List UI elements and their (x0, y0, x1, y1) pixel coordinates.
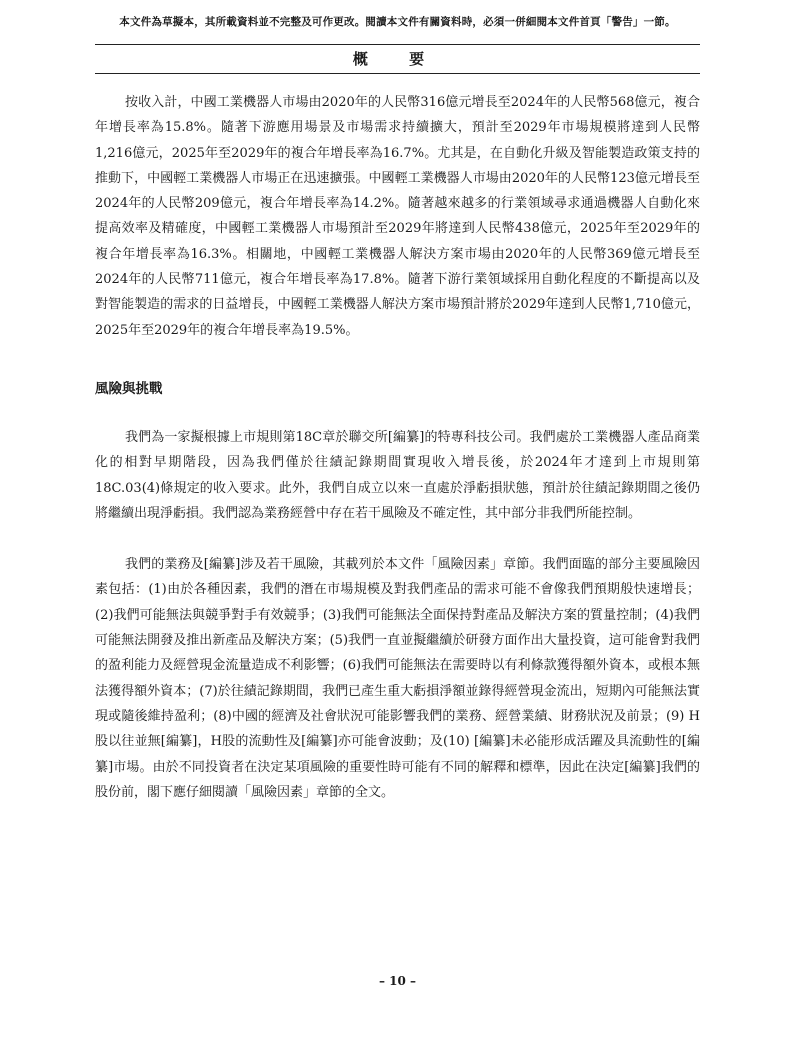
document-body (95, 90, 700, 805)
overview-paragraph: 按收入計，中國工業機器人市場由2020年的人民幣316億元增長至2024年的人民幣568億元，複合年增長率為15.8%。隨著下游應用場景及市場需求持續擴大，預計至2029年市場規模將達到人民幣1,216億元，2025年至2029年的複合年增長率為16.7%。尤其是，在自動化升級及智能製造政策支持的推動下，中國輕工業機器人市場正在迅速擴張。中國輕工業機器人市場由2020年的人民幣123億元增長至2024年的人民幣209億元，複合年增長率為14.2%。隨著越來越多的行業領域尋求通過機器人自動化來提高效率及精確度，中國輕工業機器人市場預計至2029年將達到人民幣438億元，2025年至2029年的複合年增長率為16.3%。相關地，中國輕工業機器人解決方案市場由2020年的人民幣369億元增長至2024年的人民幣711億元，複合年增長率為17.8%。隨著下游行業領域採用自動化程度的不斷提高以及對智能製造的需求的日益增長，中國輕工業機器人解決方案市場預計將於2029年達到人民幣1,710億元，2025年至2029年的複合年增長率為19.5%。 (95, 95, 700, 338)
section-heading-risks: 風險與挑戰 (95, 380, 163, 397)
risks-intro-paragraph: 我們為一家擬根據上市規則第18C章於聯交所[編纂]的特專科技公司。我們處於工業機器人產品商業化的相對早期階段，因為我們僅於往績記錄期間實現收入增長後，於2024年才達到上市規則第18C.03(4)條規定的收入要求。此外，我們自成立以來一直處於淨虧損狀態，預計於往績記錄期間之後仍將繼續出現淨虧損。我們認為業務經營中存在若干風險及不確定性，其中部分非我們所能控制。 (95, 429, 700, 521)
paragraph-spacer (95, 526, 700, 552)
header-divider (95, 44, 700, 45)
title-divider (95, 73, 700, 74)
draft-warning-notice: 本文件為草擬本，其所載資料並不完整及可作更改。閱讀本文件有關資料時，必須一併細閱本文件首頁「警告」一節。 (119, 16, 676, 28)
page-number: – 10 – (378, 974, 417, 988)
page-title: 概 要 (352, 50, 443, 68)
risks-detail-paragraph: 我們的業務及[編纂]涉及若干風險，其載列於本文件「風險因素」章節。我們面臨的部分主要風險因素包括：(1)由於各種因素，我們的潛在市場規模及對我們產品的需求可能不會像我們預期般快速增長；(2)我們可能無法與競爭對手有效競爭；(3)我們可能無法全面保持對產品及解決方案的質量控制；(4)我們可能無法開發及推出新產品及解決方案；(5)我們一直並擬繼續於研發方面作出大量投資，這可能會對我們的盈利能力及經營現金流量造成不利影響；(6)我們可能無法在需要時以有利條款獲得額外資本，或根本無法獲得額外資本；(7)於往績記錄期間，我們已產生重大虧損淨額並錄得經營現金流出，短期內可能無法實現或隨後維持盈利；(8)中國的經濟及社會狀況可能影響我們的業務、經營業績、財務狀況及前景；(9) H股以往並無[編纂]，H股的流動性及[編纂]亦可能會波動；及(10) [編纂]未必能形成活躍及具流動性的[編纂]市場。由於不同投資者在決定某項風險的重要性時可能有不同的解釋和標準，因此在決定[編纂]我們的股份前，閣下應仔細閱讀「風險因素」章節的全文。 (95, 557, 700, 800)
